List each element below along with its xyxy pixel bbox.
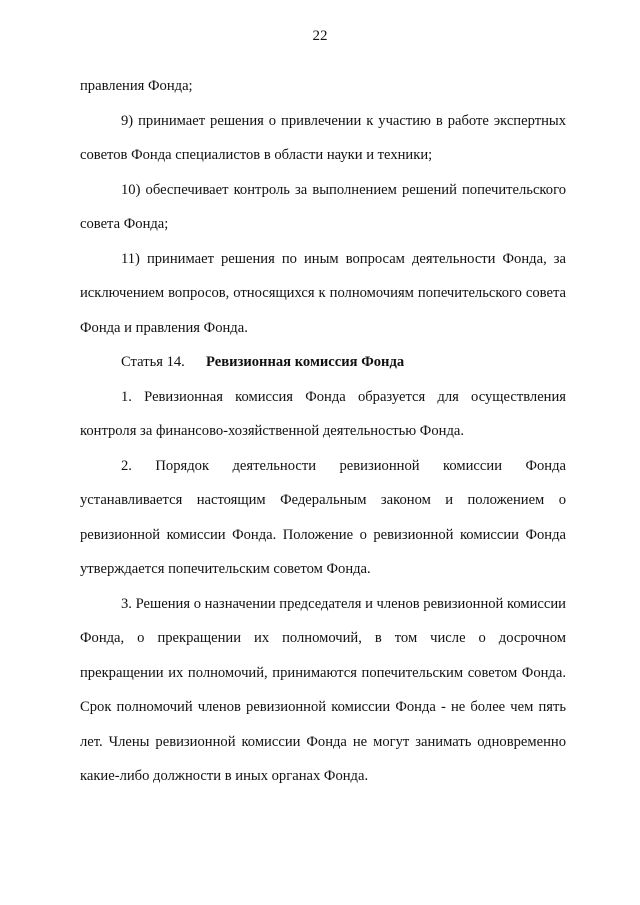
article-heading	[80, 345, 566, 380]
clause-1: 1. Ревизионная комиссия Фонда образуется для осуществления контроля за финансово-хозяйственной деятельностью Фонда.	[80, 388, 566, 439]
document-body	[80, 69, 566, 794]
clause-2: 2. Порядок деятельности ревизионной комиссии Фонда устанавливается настоящим Федеральным законом и положением о ревизионной комиссии Фонда. Положение о ревизионной комиссии Фонда утверждается попечительским советом Фонда.	[80, 457, 566, 577]
paragraph-continuation: правления Фонда;	[80, 78, 193, 94]
article-title: Ревизионная комиссия Фонда	[206, 354, 405, 370]
list-item-9: 9) принимает решения о привлечении к участию в работе экспертных советов Фонда специалистов в области науки и техники;	[80, 112, 566, 163]
list-item-10: 10) обеспечивает контроль за выполнением решений попечительского совета Фонда;	[80, 181, 566, 232]
clause-3: 3. Решения о назначении председателя и членов ревизионной комиссии Фонда, о прекращении их полномочий, в том числе о досрочном прекращении их полномочий, принимаются попечительским советом Фонда. Срок полномочий членов ревизионной комиссии Фонда - не более чем пять лет. Члены ревизионной комиссии Фонда не могут занимать одновременно какие-либо должности в иных органах Фонда.	[80, 595, 566, 784]
page-number: 22	[312, 28, 328, 44]
list-item-11: 11) принимает решения по иным вопросам деятельности Фонда, за исключением вопросов, относящихся к полномочиям попечительского совета Фонда и правления Фонда.	[80, 250, 566, 336]
article-number: Статья 14.	[121, 354, 185, 370]
